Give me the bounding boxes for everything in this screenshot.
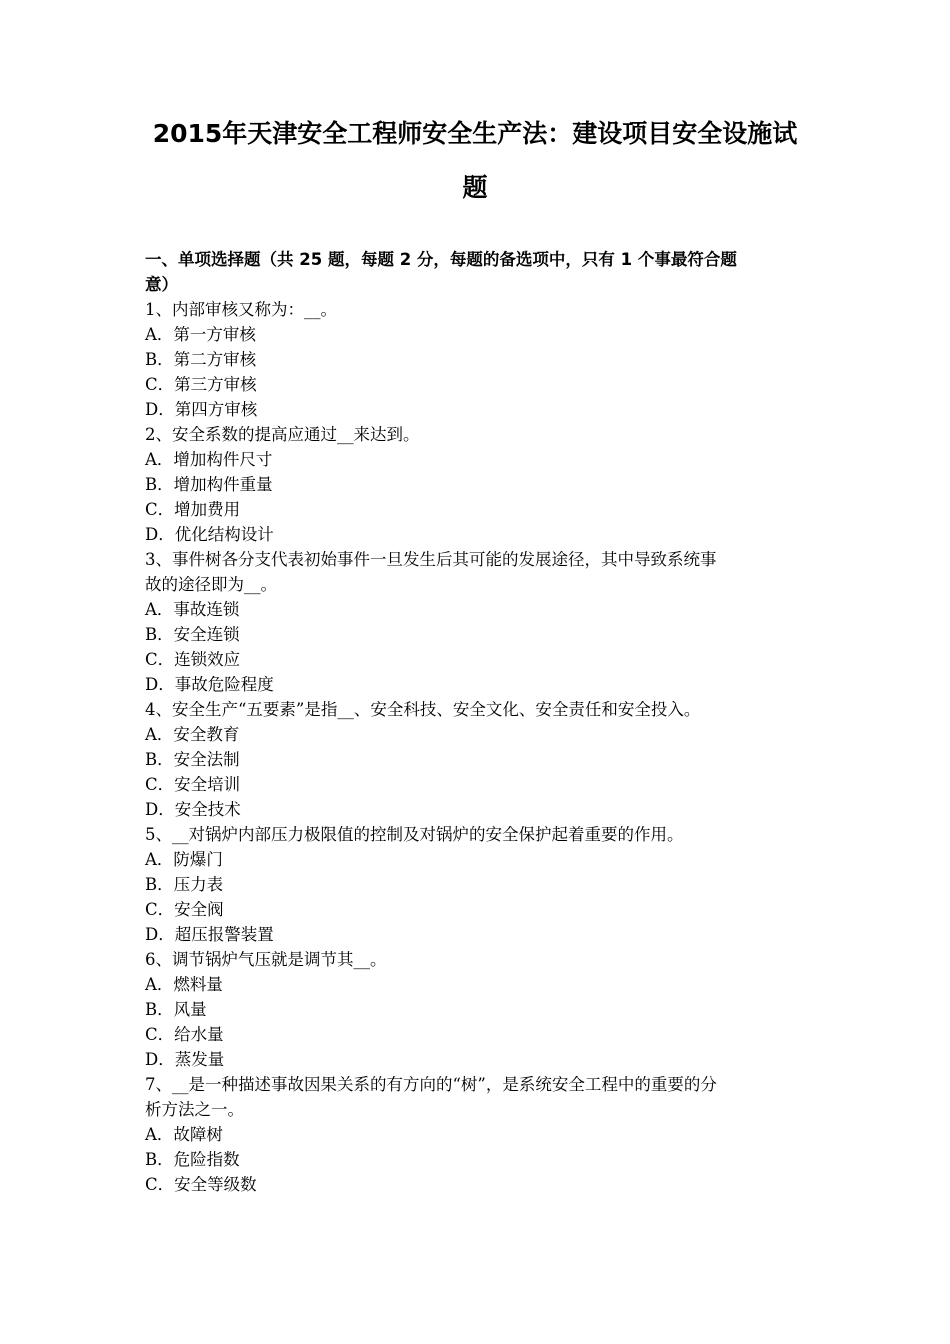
option-d: D．蒸发量 — [145, 1050, 225, 1069]
question-text-line-2: 析方法之一。 — [145, 1100, 244, 1119]
question-7 — [145, 1072, 815, 1197]
option-d: D．安全技术 — [145, 800, 241, 819]
question-text-line-1: 7、__是一种描述事故因果关系的有方向的“树”，是系统安全工程中的重要的分 — [145, 1075, 717, 1094]
option-d: D．优化结构设计 — [145, 525, 274, 544]
option-c: C．连锁效应 — [145, 650, 241, 669]
option-d: D．超压报警装置 — [145, 925, 274, 944]
option-c: C．安全培训 — [145, 775, 241, 794]
option-a: A．增加构件尺寸 — [145, 450, 273, 469]
option-c: C．给水量 — [145, 1025, 224, 1044]
option-a: A．防爆门 — [145, 850, 223, 869]
question-text-line-1: 3、事件树各分支代表初始事件一旦发生后其可能的发展途径，其中导致系统事 — [145, 550, 717, 569]
question-3 — [145, 547, 815, 697]
option-b: B．安全连锁 — [145, 625, 240, 644]
section-heading-line-1: 一、单项选择题（共 25 题，每题 2 分，每题的备选项中，只有 1 个事最符合题 — [145, 250, 737, 269]
question-text-line-2: 故的途径即为__。 — [145, 575, 277, 594]
option-a: A．第一方审核 — [145, 325, 256, 344]
option-c: C．安全等级数 — [145, 1175, 257, 1194]
option-b: B．第二方审核 — [145, 350, 257, 369]
option-c: C．第三方审核 — [145, 375, 257, 394]
option-b: B．增加构件重量 — [145, 475, 273, 494]
question-4 — [145, 697, 815, 822]
option-d: D．事故危险程度 — [145, 675, 274, 694]
option-c: C．增加费用 — [145, 500, 241, 519]
option-b: B．风量 — [145, 1000, 207, 1019]
question-text: 1、内部审核又称为：__。 — [145, 300, 337, 319]
option-b: B．压力表 — [145, 875, 224, 894]
section-heading-line-2: 意） — [145, 275, 178, 294]
option-c: C．安全阀 — [145, 900, 224, 919]
option-b: B．安全法制 — [145, 750, 240, 769]
question-5 — [145, 822, 815, 947]
document-title-line-2: 题 — [462, 173, 488, 202]
option-d: D．第四方审核 — [145, 400, 258, 419]
document-body — [145, 247, 815, 1197]
option-a: A．安全教育 — [145, 725, 240, 744]
question-text: 2、安全系数的提高应通过__来达到。 — [145, 425, 420, 444]
document-title-line-1: 2015年天津安全工程师安全生产法：建设项目安全设施试 — [152, 119, 798, 148]
option-a: A．事故连锁 — [145, 600, 240, 619]
question-text: 5、__对锅炉内部压力极限值的控制及对锅炉的安全保护起着重要的作用。 — [145, 825, 684, 844]
question-text: 6、调节锅炉气压就是调节其__。 — [145, 950, 387, 969]
option-a: A．燃料量 — [145, 975, 223, 994]
question-1 — [145, 297, 815, 422]
question-2 — [145, 422, 815, 547]
option-b: B．危险指数 — [145, 1150, 240, 1169]
option-a: A．故障树 — [145, 1125, 223, 1144]
question-text: 4、安全生产“五要素”是指__、安全科技、安全文化、安全责任和安全投入。 — [145, 700, 701, 719]
question-6 — [145, 947, 815, 1072]
